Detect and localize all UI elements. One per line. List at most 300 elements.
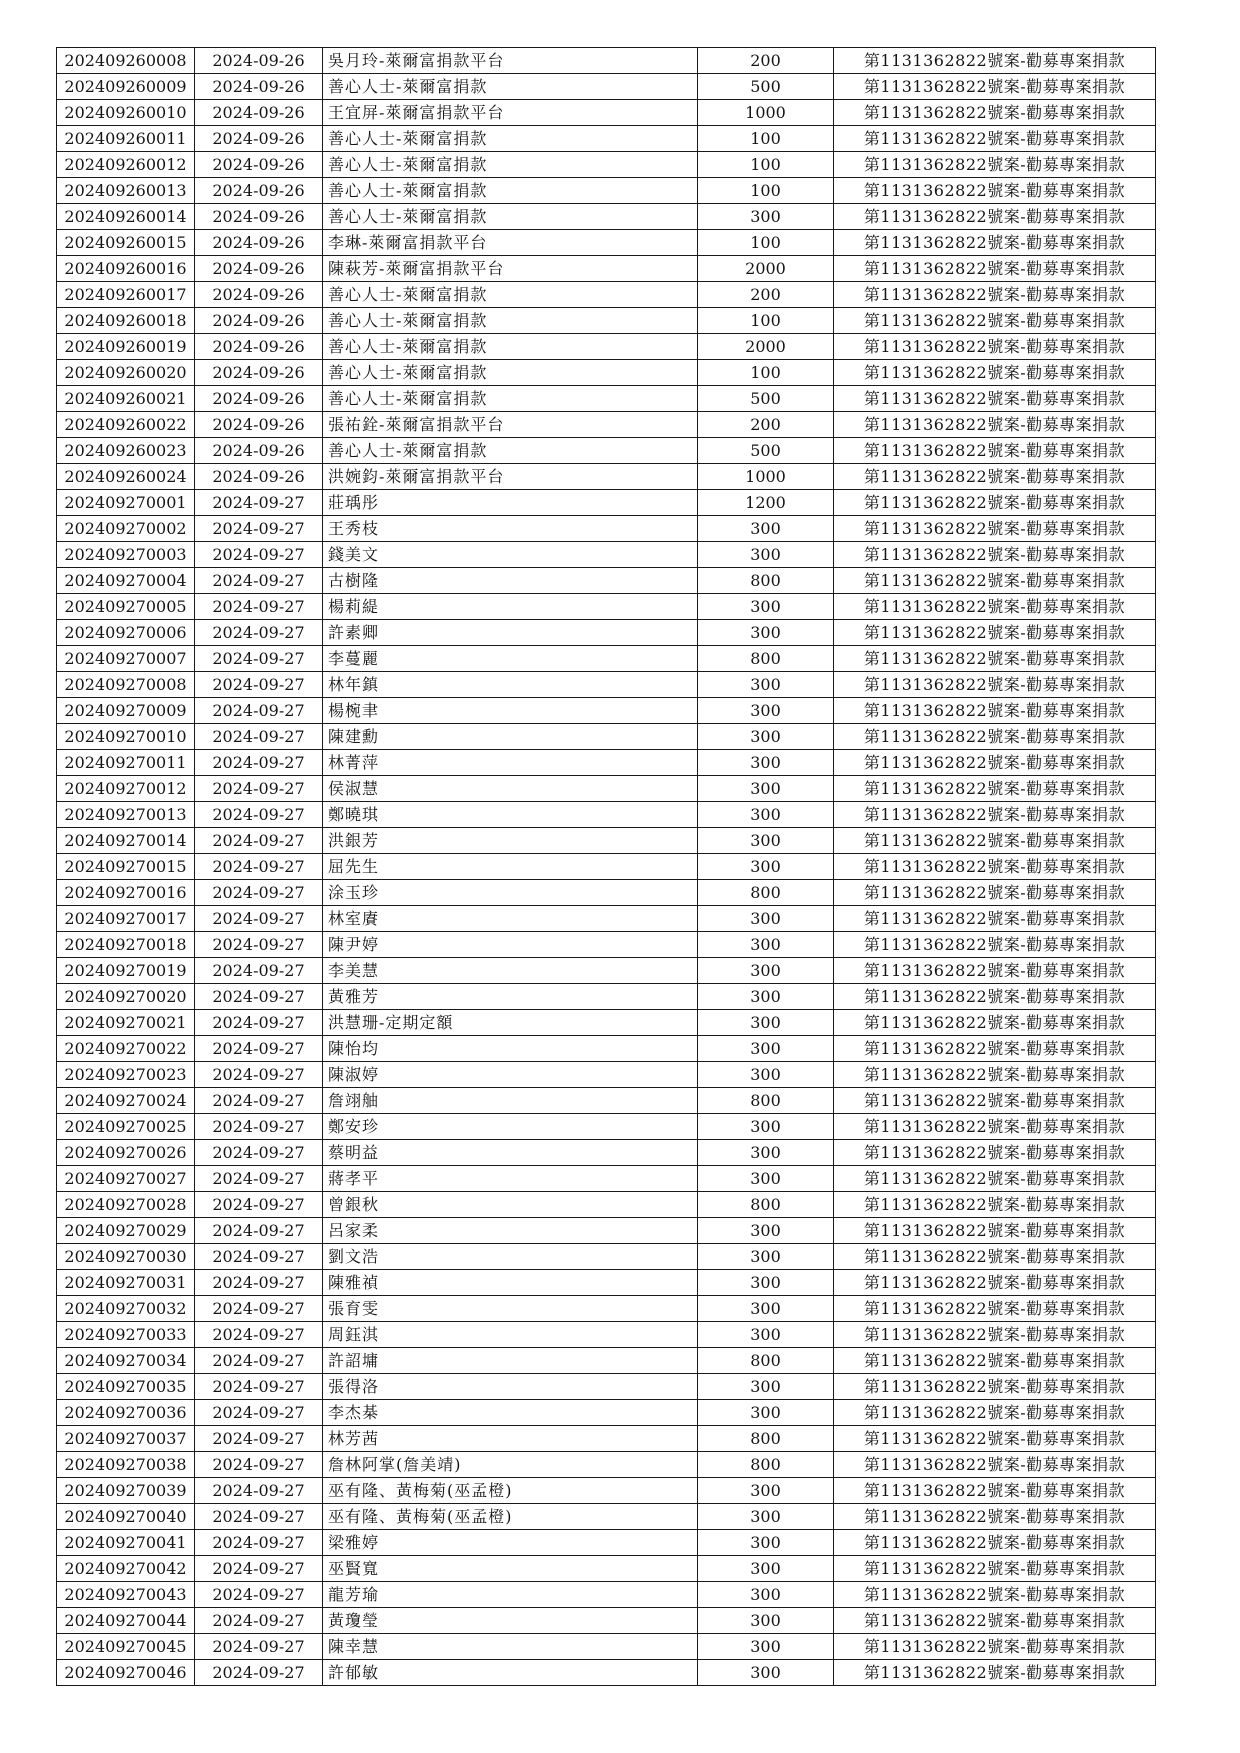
donor-name: 張得洛	[323, 1374, 698, 1400]
donation-purpose: 第1131362822號案-勸募專案捐款	[834, 1660, 1156, 1686]
donation-date: 2024-09-26	[195, 100, 323, 126]
donation-purpose: 第1131362822號案-勸募專案捐款	[834, 1348, 1156, 1374]
donation-purpose: 第1131362822號案-勸募專案捐款	[834, 646, 1156, 672]
table-row	[57, 360, 1156, 386]
donation-purpose: 第1131362822號案-勸募專案捐款	[834, 100, 1156, 126]
donation-amount: 2000	[698, 256, 834, 282]
donation-date: 2024-09-27	[195, 1478, 323, 1504]
donation-date: 2024-09-27	[195, 1608, 323, 1634]
donor-name: 張祐銓-萊爾富捐款平台	[323, 412, 698, 438]
donation-date: 2024-09-27	[195, 880, 323, 906]
donation-date: 2024-09-27	[195, 854, 323, 880]
donation-amount: 1000	[698, 100, 834, 126]
receipt-number: 202409270031	[57, 1270, 195, 1296]
receipt-number: 202409260023	[57, 438, 195, 464]
receipt-number: 202409270009	[57, 698, 195, 724]
table-row	[57, 308, 1156, 334]
table-row	[57, 1556, 1156, 1582]
donation-purpose: 第1131362822號案-勸募專案捐款	[834, 906, 1156, 932]
donation-date: 2024-09-27	[195, 490, 323, 516]
receipt-number: 202409260011	[57, 126, 195, 152]
receipt-number: 202409260012	[57, 152, 195, 178]
donation-date: 2024-09-26	[195, 126, 323, 152]
table-row	[57, 1348, 1156, 1374]
donation-amount: 200	[698, 282, 834, 308]
donation-date: 2024-09-27	[195, 1062, 323, 1088]
receipt-number: 202409270043	[57, 1582, 195, 1608]
donation-purpose: 第1131362822號案-勸募專案捐款	[834, 620, 1156, 646]
table-row	[57, 1062, 1156, 1088]
donation-date: 2024-09-27	[195, 1504, 323, 1530]
donation-date: 2024-09-26	[195, 282, 323, 308]
donation-date: 2024-09-27	[195, 932, 323, 958]
donation-date: 2024-09-27	[195, 1348, 323, 1374]
receipt-number: 202409270044	[57, 1608, 195, 1634]
donation-date: 2024-09-26	[195, 438, 323, 464]
donation-purpose: 第1131362822號案-勸募專案捐款	[834, 464, 1156, 490]
receipt-number: 202409270007	[57, 646, 195, 672]
donor-name: 李美慧	[323, 958, 698, 984]
donation-date: 2024-09-27	[195, 1296, 323, 1322]
donation-amount: 300	[698, 1582, 834, 1608]
donor-name: 侯淑慧	[323, 776, 698, 802]
donation-amount: 300	[698, 1556, 834, 1582]
donation-date: 2024-09-27	[195, 1582, 323, 1608]
receipt-number: 202409270016	[57, 880, 195, 906]
receipt-number: 202409270039	[57, 1478, 195, 1504]
donation-amount: 300	[698, 1218, 834, 1244]
donor-name: 善心人士-萊爾富捐款	[323, 126, 698, 152]
donation-purpose: 第1131362822號案-勸募專案捐款	[834, 1478, 1156, 1504]
donation-amount: 300	[698, 204, 834, 230]
donation-amount: 300	[698, 724, 834, 750]
donation-amount: 100	[698, 308, 834, 334]
donation-amount: 300	[698, 1244, 834, 1270]
table-row	[57, 568, 1156, 594]
donor-name: 善心人士-萊爾富捐款	[323, 386, 698, 412]
donation-date: 2024-09-27	[195, 958, 323, 984]
donation-amount: 800	[698, 1348, 834, 1374]
donation-purpose: 第1131362822號案-勸募專案捐款	[834, 958, 1156, 984]
donation-purpose: 第1131362822號案-勸募專案捐款	[834, 516, 1156, 542]
donor-name: 呂家柔	[323, 1218, 698, 1244]
donation-amount: 200	[698, 48, 834, 74]
donation-purpose: 第1131362822號案-勸募專案捐款	[834, 1088, 1156, 1114]
receipt-number: 202409270004	[57, 568, 195, 594]
receipt-number: 202409270025	[57, 1114, 195, 1140]
donation-purpose: 第1131362822號案-勸募專案捐款	[834, 1192, 1156, 1218]
donation-date: 2024-09-27	[195, 1166, 323, 1192]
donor-name: 李琳-萊爾富捐款平台	[323, 230, 698, 256]
table-row	[57, 750, 1156, 776]
donation-amount: 300	[698, 1296, 834, 1322]
donor-name: 巫有隆、黃梅菊(巫孟橙)	[323, 1504, 698, 1530]
donation-amount: 300	[698, 1634, 834, 1660]
receipt-number: 202409270028	[57, 1192, 195, 1218]
receipt-number: 202409270026	[57, 1140, 195, 1166]
donation-amount: 300	[698, 776, 834, 802]
receipt-number: 202409270023	[57, 1062, 195, 1088]
receipt-number: 202409270002	[57, 516, 195, 542]
receipt-number: 202409270045	[57, 1634, 195, 1660]
receipt-number: 202409260013	[57, 178, 195, 204]
table-row	[57, 1322, 1156, 1348]
donor-name: 巫賢寬	[323, 1556, 698, 1582]
receipt-number: 202409270037	[57, 1426, 195, 1452]
receipt-number: 202409260024	[57, 464, 195, 490]
donor-name: 龍芳瑜	[323, 1582, 698, 1608]
donation-amount: 200	[698, 412, 834, 438]
donation-amount: 300	[698, 1036, 834, 1062]
donor-name: 詹林阿掌(詹美靖)	[323, 1452, 698, 1478]
table-row	[57, 386, 1156, 412]
donation-purpose: 第1131362822號案-勸募專案捐款	[834, 282, 1156, 308]
receipt-number: 202409270021	[57, 1010, 195, 1036]
donation-purpose: 第1131362822號案-勸募專案捐款	[834, 1608, 1156, 1634]
donation-amount: 100	[698, 126, 834, 152]
donation-purpose: 第1131362822號案-勸募專案捐款	[834, 386, 1156, 412]
receipt-number: 202409270012	[57, 776, 195, 802]
table-row	[57, 1504, 1156, 1530]
donation-amount: 800	[698, 1452, 834, 1478]
donation-date: 2024-09-27	[195, 1192, 323, 1218]
receipt-number: 202409270042	[57, 1556, 195, 1582]
table-row	[57, 1400, 1156, 1426]
donor-name: 古樹隆	[323, 568, 698, 594]
table-row	[57, 802, 1156, 828]
donor-name: 善心人士-萊爾富捐款	[323, 334, 698, 360]
table-row	[57, 932, 1156, 958]
receipt-number: 202409270017	[57, 906, 195, 932]
donor-name: 涂玉珍	[323, 880, 698, 906]
donation-date: 2024-09-27	[195, 1634, 323, 1660]
donation-amount: 800	[698, 1192, 834, 1218]
donation-purpose: 第1131362822號案-勸募專案捐款	[834, 1270, 1156, 1296]
donation-purpose: 第1131362822號案-勸募專案捐款	[834, 334, 1156, 360]
receipt-number: 202409270005	[57, 594, 195, 620]
receipt-number: 202409270010	[57, 724, 195, 750]
receipt-number: 202409270034	[57, 1348, 195, 1374]
donor-name: 許素卿	[323, 620, 698, 646]
table-row	[57, 906, 1156, 932]
donor-name: 陳怡均	[323, 1036, 698, 1062]
receipt-number: 202409270020	[57, 984, 195, 1010]
donation-purpose: 第1131362822號案-勸募專案捐款	[834, 984, 1156, 1010]
donation-date: 2024-09-27	[195, 594, 323, 620]
donation-date: 2024-09-27	[195, 1374, 323, 1400]
donation-date: 2024-09-27	[195, 1140, 323, 1166]
donation-amount: 300	[698, 1530, 834, 1556]
donation-amount: 100	[698, 178, 834, 204]
receipt-number: 202409270008	[57, 672, 195, 698]
donation-amount: 300	[698, 1660, 834, 1686]
donation-purpose: 第1131362822號案-勸募專案捐款	[834, 1504, 1156, 1530]
donation-date: 2024-09-27	[195, 1270, 323, 1296]
table-row	[57, 490, 1156, 516]
donation-purpose: 第1131362822號案-勸募專案捐款	[834, 1140, 1156, 1166]
receipt-number: 202409270019	[57, 958, 195, 984]
table-row	[57, 1218, 1156, 1244]
donation-date: 2024-09-26	[195, 334, 323, 360]
donor-name: 王宜屏-萊爾富捐款平台	[323, 100, 698, 126]
donor-name: 林芳茜	[323, 1426, 698, 1452]
receipt-number: 202409270046	[57, 1660, 195, 1686]
donor-name: 善心人士-萊爾富捐款	[323, 204, 698, 230]
donor-name: 李蔓麗	[323, 646, 698, 672]
donation-date: 2024-09-27	[195, 1088, 323, 1114]
donation-date: 2024-09-27	[195, 1244, 323, 1270]
donor-name: 陳尹婷	[323, 932, 698, 958]
donation-purpose: 第1131362822號案-勸募專案捐款	[834, 698, 1156, 724]
receipt-number: 202409270041	[57, 1530, 195, 1556]
donation-purpose: 第1131362822號案-勸募專案捐款	[834, 776, 1156, 802]
receipt-number: 202409270015	[57, 854, 195, 880]
table-row	[57, 256, 1156, 282]
donor-name: 善心人士-萊爾富捐款	[323, 74, 698, 100]
receipt-number: 202409260017	[57, 282, 195, 308]
table-row	[57, 412, 1156, 438]
donation-date: 2024-09-27	[195, 776, 323, 802]
donor-name: 莊瑀彤	[323, 490, 698, 516]
donation-amount: 800	[698, 646, 834, 672]
donation-date: 2024-09-26	[195, 74, 323, 100]
donation-date: 2024-09-26	[195, 48, 323, 74]
donation-purpose: 第1131362822號案-勸募專案捐款	[834, 1400, 1156, 1426]
donor-name: 許郁敏	[323, 1660, 698, 1686]
table-row	[57, 1452, 1156, 1478]
donation-amount: 300	[698, 984, 834, 1010]
table-row	[57, 464, 1156, 490]
donation-purpose: 第1131362822號案-勸募專案捐款	[834, 1452, 1156, 1478]
donation-purpose: 第1131362822號案-勸募專案捐款	[834, 1036, 1156, 1062]
donor-name: 林菁萍	[323, 750, 698, 776]
table-row	[57, 1192, 1156, 1218]
donation-purpose: 第1131362822號案-勸募專案捐款	[834, 412, 1156, 438]
donation-purpose: 第1131362822號案-勸募專案捐款	[834, 438, 1156, 464]
donation-amount: 300	[698, 1608, 834, 1634]
table-row	[57, 828, 1156, 854]
receipt-number: 202409260022	[57, 412, 195, 438]
donor-name: 善心人士-萊爾富捐款	[323, 152, 698, 178]
donor-name: 洪婉鈞-萊爾富捐款平台	[323, 464, 698, 490]
donor-name: 鄭曉琪	[323, 802, 698, 828]
donation-date: 2024-09-27	[195, 1114, 323, 1140]
donation-amount: 300	[698, 958, 834, 984]
donor-name: 林室賡	[323, 906, 698, 932]
receipt-number: 202409260020	[57, 360, 195, 386]
donation-purpose: 第1131362822號案-勸募專案捐款	[834, 542, 1156, 568]
table-row	[57, 438, 1156, 464]
donation-date: 2024-09-26	[195, 412, 323, 438]
donation-date: 2024-09-27	[195, 672, 323, 698]
donation-purpose: 第1131362822號案-勸募專案捐款	[834, 74, 1156, 100]
receipt-number: 202409270001	[57, 490, 195, 516]
donation-amount: 800	[698, 1426, 834, 1452]
donation-purpose: 第1131362822號案-勸募專案捐款	[834, 1530, 1156, 1556]
table-row	[57, 776, 1156, 802]
receipt-number: 202409270036	[57, 1400, 195, 1426]
donation-amount: 300	[698, 828, 834, 854]
donor-name: 王秀枝	[323, 516, 698, 542]
table-row	[57, 178, 1156, 204]
donation-date: 2024-09-26	[195, 178, 323, 204]
donor-name: 錢美文	[323, 542, 698, 568]
donation-purpose: 第1131362822號案-勸募專案捐款	[834, 48, 1156, 74]
donor-name: 善心人士-萊爾富捐款	[323, 438, 698, 464]
donor-name: 蔣孝平	[323, 1166, 698, 1192]
donation-date: 2024-09-26	[195, 152, 323, 178]
receipt-number: 202409270033	[57, 1322, 195, 1348]
donor-name: 陳幸慧	[323, 1634, 698, 1660]
donation-amount: 300	[698, 698, 834, 724]
receipt-number: 202409270014	[57, 828, 195, 854]
receipt-number: 202409260019	[57, 334, 195, 360]
donation-amount: 300	[698, 854, 834, 880]
donation-date: 2024-09-27	[195, 646, 323, 672]
donation-amount: 300	[698, 932, 834, 958]
donation-date: 2024-09-27	[195, 1218, 323, 1244]
donor-name: 周鈺淇	[323, 1322, 698, 1348]
donation-purpose: 第1131362822號案-勸募專案捐款	[834, 308, 1156, 334]
donor-name: 楊椀聿	[323, 698, 698, 724]
donation-date: 2024-09-27	[195, 802, 323, 828]
donor-name: 屈先生	[323, 854, 698, 880]
receipt-number: 202409260018	[57, 308, 195, 334]
donation-amount: 500	[698, 438, 834, 464]
table-row	[57, 1114, 1156, 1140]
receipt-number: 202409270038	[57, 1452, 195, 1478]
donation-purpose: 第1131362822號案-勸募專案捐款	[834, 1166, 1156, 1192]
donation-date: 2024-09-27	[195, 724, 323, 750]
receipt-number: 202409270032	[57, 1296, 195, 1322]
donation-amount: 300	[698, 906, 834, 932]
donation-purpose: 第1131362822號案-勸募專案捐款	[834, 932, 1156, 958]
receipt-number: 202409260010	[57, 100, 195, 126]
donation-date: 2024-09-27	[195, 1426, 323, 1452]
donor-name: 詹翊舳	[323, 1088, 698, 1114]
donation-purpose: 第1131362822號案-勸募專案捐款	[834, 1296, 1156, 1322]
receipt-number: 202409270027	[57, 1166, 195, 1192]
table-row	[57, 1660, 1156, 1686]
table-row	[57, 1010, 1156, 1036]
donation-amount: 1200	[698, 490, 834, 516]
donation-amount: 300	[698, 1270, 834, 1296]
donation-date: 2024-09-26	[195, 360, 323, 386]
table-row	[57, 204, 1156, 230]
table-row	[57, 1426, 1156, 1452]
donation-purpose: 第1131362822號案-勸募專案捐款	[834, 126, 1156, 152]
donation-amount: 300	[698, 1140, 834, 1166]
table-row	[57, 958, 1156, 984]
donation-date: 2024-09-27	[195, 568, 323, 594]
receipt-number: 202409260021	[57, 386, 195, 412]
receipt-number: 202409270006	[57, 620, 195, 646]
donation-purpose: 第1131362822號案-勸募專案捐款	[834, 204, 1156, 230]
donor-name: 善心人士-萊爾富捐款	[323, 282, 698, 308]
receipt-number: 202409270013	[57, 802, 195, 828]
table-row	[57, 1582, 1156, 1608]
donation-purpose: 第1131362822號案-勸募專案捐款	[834, 1322, 1156, 1348]
donation-amount: 100	[698, 152, 834, 178]
donor-name: 林年鎮	[323, 672, 698, 698]
receipt-number: 202409260008	[57, 48, 195, 74]
table-row	[57, 880, 1156, 906]
donor-name: 梁雅婷	[323, 1530, 698, 1556]
table-row	[57, 672, 1156, 698]
receipt-number: 202409270024	[57, 1088, 195, 1114]
table-row	[57, 854, 1156, 880]
donation-purpose: 第1131362822號案-勸募專案捐款	[834, 152, 1156, 178]
table-row	[57, 1036, 1156, 1062]
donation-purpose: 第1131362822號案-勸募專案捐款	[834, 724, 1156, 750]
table-row	[57, 1244, 1156, 1270]
donation-date: 2024-09-26	[195, 308, 323, 334]
donation-amount: 800	[698, 1088, 834, 1114]
donation-amount: 300	[698, 1166, 834, 1192]
donor-name: 陳雅禎	[323, 1270, 698, 1296]
donation-date: 2024-09-27	[195, 620, 323, 646]
donor-name: 楊莉緹	[323, 594, 698, 620]
donor-name: 黃雅芳	[323, 984, 698, 1010]
donation-purpose: 第1131362822號案-勸募專案捐款	[834, 802, 1156, 828]
donation-table	[56, 47, 1156, 1686]
donor-name: 善心人士-萊爾富捐款	[323, 360, 698, 386]
donor-name: 張育雯	[323, 1296, 698, 1322]
table-row	[57, 230, 1156, 256]
table-row	[57, 698, 1156, 724]
donation-purpose: 第1131362822號案-勸募專案捐款	[834, 672, 1156, 698]
receipt-number: 202409270029	[57, 1218, 195, 1244]
donor-name: 蔡明益	[323, 1140, 698, 1166]
table-row	[57, 984, 1156, 1010]
table-row	[57, 1270, 1156, 1296]
table-row	[57, 1296, 1156, 1322]
donation-table-body	[57, 48, 1156, 1686]
donation-purpose: 第1131362822號案-勸募專案捐款	[834, 360, 1156, 386]
donation-date: 2024-09-27	[195, 516, 323, 542]
table-row	[57, 126, 1156, 152]
donation-date: 2024-09-27	[195, 698, 323, 724]
donation-purpose: 第1131362822號案-勸募專案捐款	[834, 880, 1156, 906]
donation-amount: 300	[698, 1478, 834, 1504]
donation-amount: 1000	[698, 464, 834, 490]
table-row	[57, 1478, 1156, 1504]
donation-date: 2024-09-27	[195, 542, 323, 568]
donation-purpose: 第1131362822號案-勸募專案捐款	[834, 594, 1156, 620]
donor-name: 黃瓊瑩	[323, 1608, 698, 1634]
donation-purpose: 第1131362822號案-勸募專案捐款	[834, 750, 1156, 776]
receipt-number: 202409260009	[57, 74, 195, 100]
donation-purpose: 第1131362822號案-勸募專案捐款	[834, 490, 1156, 516]
table-row	[57, 1166, 1156, 1192]
donation-purpose: 第1131362822號案-勸募專案捐款	[834, 1374, 1156, 1400]
donation-date: 2024-09-27	[195, 1530, 323, 1556]
donation-date: 2024-09-27	[195, 828, 323, 854]
donor-name: 善心人士-萊爾富捐款	[323, 178, 698, 204]
table-row	[57, 594, 1156, 620]
receipt-number: 202409270022	[57, 1036, 195, 1062]
donor-name: 曾銀秋	[323, 1192, 698, 1218]
donation-date: 2024-09-26	[195, 230, 323, 256]
donation-date: 2024-09-27	[195, 984, 323, 1010]
donation-purpose: 第1131362822號案-勸募專案捐款	[834, 230, 1156, 256]
table-row	[57, 1374, 1156, 1400]
donation-purpose: 第1131362822號案-勸募專案捐款	[834, 854, 1156, 880]
donation-date: 2024-09-26	[195, 204, 323, 230]
table-row	[57, 516, 1156, 542]
table-row	[57, 620, 1156, 646]
donation-amount: 800	[698, 880, 834, 906]
